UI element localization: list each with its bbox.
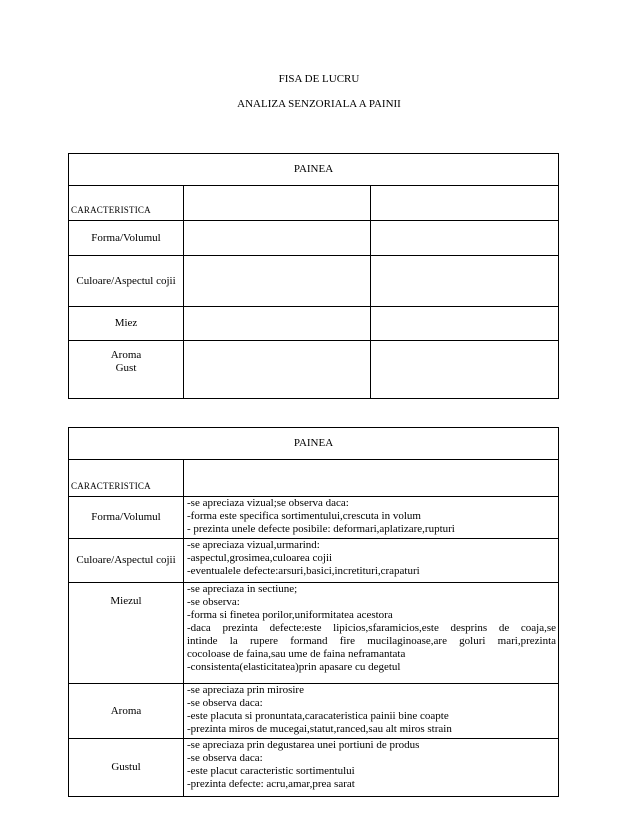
description-table xyxy=(68,427,559,797)
table1-cell[interactable] xyxy=(371,186,559,221)
table1-row-label: Gust xyxy=(115,362,137,374)
description-line: -se apreciaza in sectiune; xyxy=(187,583,298,595)
table1-cell[interactable] xyxy=(184,256,371,307)
evaluation-table xyxy=(68,153,559,399)
table1-cell[interactable] xyxy=(371,307,559,341)
table1-header: PAINEA xyxy=(69,154,559,186)
table1-row-label-aroma-gust xyxy=(69,341,184,399)
description-line: -se apreciaza prin degustarea unei portiuni de produs xyxy=(187,739,420,751)
description-line: -se observa daca: xyxy=(187,752,263,764)
description-line: -forma este specifica sortimentului,crescuta in volum xyxy=(187,510,421,522)
table2-cell xyxy=(184,460,559,497)
table1-cell[interactable] xyxy=(184,307,371,341)
description-line: -este placut caracteristic sortimentului xyxy=(187,765,355,777)
table1-column-label: CARACTERISTICA xyxy=(69,186,184,221)
table1-cell[interactable] xyxy=(184,186,371,221)
description-line: -forma si finetea porilor,uniformitatea acestora xyxy=(187,609,393,621)
table1-row-label: Aroma xyxy=(110,349,142,361)
table1-row-label: Forma/Volumul xyxy=(69,221,184,256)
description-line: -consistenta(elasticitatea)prin apasare cu degetul xyxy=(187,661,401,673)
table2-header: PAINEA xyxy=(69,428,559,460)
description-line: - prezinta unele defecte posibile: deformari,aplatizare,rupturi xyxy=(187,523,455,535)
document-subtitle: ANALIZA SENZORIALA A PAINII xyxy=(237,98,401,110)
table2-description xyxy=(184,739,559,797)
table2-row-label: Forma/Volumul xyxy=(69,497,184,539)
description-line: -prezinta defecte: acru,amar,prea sarat xyxy=(187,778,355,790)
table2-description xyxy=(184,684,559,739)
table2-row-label: Culoare/Aspectul cojii xyxy=(69,539,184,583)
table1-cell[interactable] xyxy=(371,256,559,307)
description-line: -se observa: xyxy=(187,596,240,608)
description-line: -se apreciaza vizual,urmarind: xyxy=(187,539,320,551)
description-line: -se apreciaza prin mirosire xyxy=(187,684,304,696)
description-line: -se observa daca: xyxy=(187,697,263,709)
table1-cell[interactable] xyxy=(184,221,371,256)
table2-row-label: Aroma xyxy=(69,684,184,739)
description-line: -prezinta miros de mucegai,statut,ranced,sau alt miros strain xyxy=(187,723,452,735)
table1-row-label: Miez xyxy=(69,307,184,341)
table1-cell[interactable] xyxy=(371,221,559,256)
description-line: -se apreciaza vizual;se observa daca: xyxy=(187,497,349,509)
description-line: cocoloase de faina,sau ume de faina neframantata xyxy=(187,648,406,660)
table2-description xyxy=(184,583,559,684)
table1-row-label: Culoare/Aspectul cojii xyxy=(69,256,184,307)
description-line: -este placuta si pronuntata,caracateristica painii bine coapte xyxy=(187,710,449,722)
table2-row-label: Gustul xyxy=(69,739,184,797)
table2-column-label: CARACTERISTICA xyxy=(69,460,184,497)
table2-description xyxy=(184,539,559,583)
description-line: intinde la rupere formand fire mucilaginoase,are goluri mari,prezinta xyxy=(187,635,557,647)
table1-cell[interactable] xyxy=(371,341,559,399)
table2-description xyxy=(184,497,559,539)
description-line: -daca prezinta defecte:este lipicios,sfaramicios,este desprins de coaja,se xyxy=(187,622,557,634)
description-line: -eventualele defecte:arsuri,basici,incretituri,crapaturi xyxy=(187,565,420,577)
document-title: FISA DE LUCRU xyxy=(278,73,360,85)
description-line: -aspectul,grosimea,culoarea cojii xyxy=(187,552,333,564)
table1-cell[interactable] xyxy=(184,341,371,399)
table2-row-label: Miezul xyxy=(69,583,184,684)
